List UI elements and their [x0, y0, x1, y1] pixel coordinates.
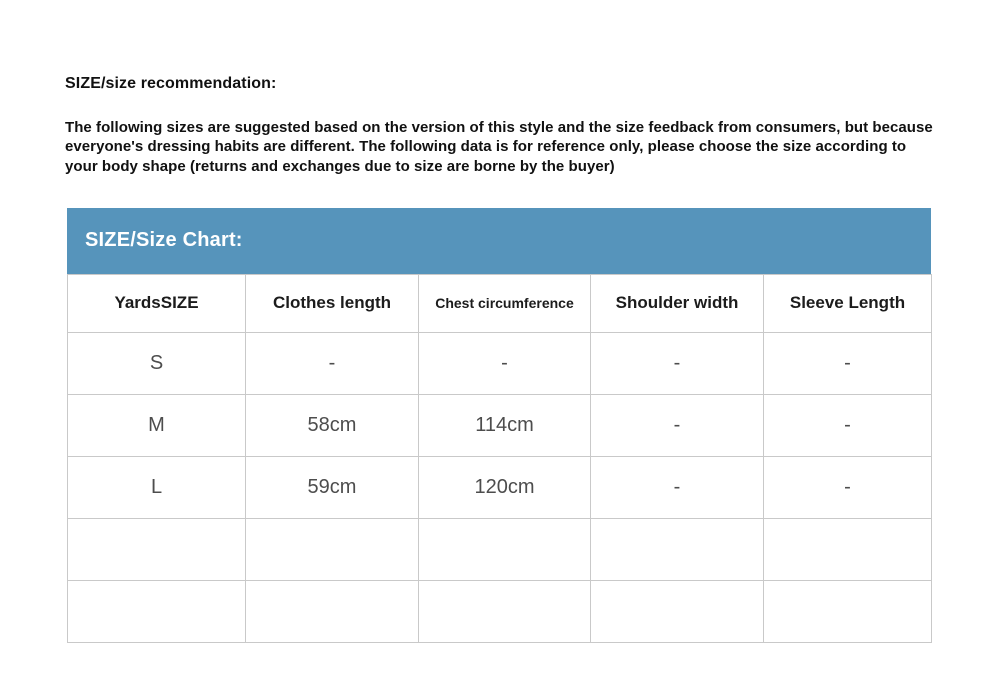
table-cell-clothes-length: 58cm	[246, 394, 419, 456]
table-cell-empty	[591, 580, 764, 642]
table-cell-size: S	[68, 332, 246, 394]
size-disclaimer-paragraph: The following sizes are suggested based on the version of this style and the size feedback from consumers, but because everyone's dressing habits are different. The following data is for reference only, please choose the size according to your body shape (returns and exchanges due to size are borne by the buyer)	[65, 119, 933, 175]
table-cell-empty	[68, 580, 246, 642]
table-cell-empty	[419, 518, 591, 580]
table-cell-size: L	[68, 456, 246, 518]
table-cell-empty	[591, 518, 764, 580]
table-cell-shoulder-width: -	[591, 332, 764, 394]
table-cell-empty	[764, 580, 932, 642]
table-cell-chest-circumference: -	[419, 332, 591, 394]
table-cell-clothes-length: -	[246, 332, 419, 394]
column-header-row	[68, 274, 932, 332]
size-chart	[67, 208, 931, 643]
table-cell-empty	[246, 580, 419, 642]
column-header-clothes-length: Clothes length	[246, 274, 419, 332]
table-cell-shoulder-width: -	[591, 456, 764, 518]
table-cell-empty	[246, 518, 419, 580]
table-cell-empty	[764, 518, 932, 580]
table-cell-chest-circumference: 114cm	[419, 394, 591, 456]
table-cell-empty	[68, 518, 246, 580]
size-chart-table	[67, 274, 932, 643]
table-row-size-l	[68, 456, 932, 518]
column-header-chest-circumference: Chest circumference	[419, 274, 591, 332]
table-row-size-s	[68, 332, 932, 394]
table-cell-sleeve-length: -	[764, 332, 932, 394]
size-recommendation-heading: SIZE/size recommendation:	[65, 75, 277, 92]
table-cell-sleeve-length: -	[764, 456, 932, 518]
table-cell-size: M	[68, 394, 246, 456]
table-row-empty	[68, 580, 932, 642]
size-chart-caption: SIZE/Size Chart:	[67, 208, 931, 274]
table-cell-shoulder-width: -	[591, 394, 764, 456]
table-row-empty	[68, 518, 932, 580]
table-cell-sleeve-length: -	[764, 394, 932, 456]
table-cell-clothes-length: 59cm	[246, 456, 419, 518]
table-row-size-m	[68, 394, 932, 456]
column-header-yards-size: YardsSIZE	[68, 274, 246, 332]
column-header-sleeve-length: Sleeve Length	[764, 274, 932, 332]
table-cell-chest-circumference: 120cm	[419, 456, 591, 518]
column-header-shoulder-width: Shoulder width	[591, 274, 764, 332]
table-cell-empty	[419, 580, 591, 642]
